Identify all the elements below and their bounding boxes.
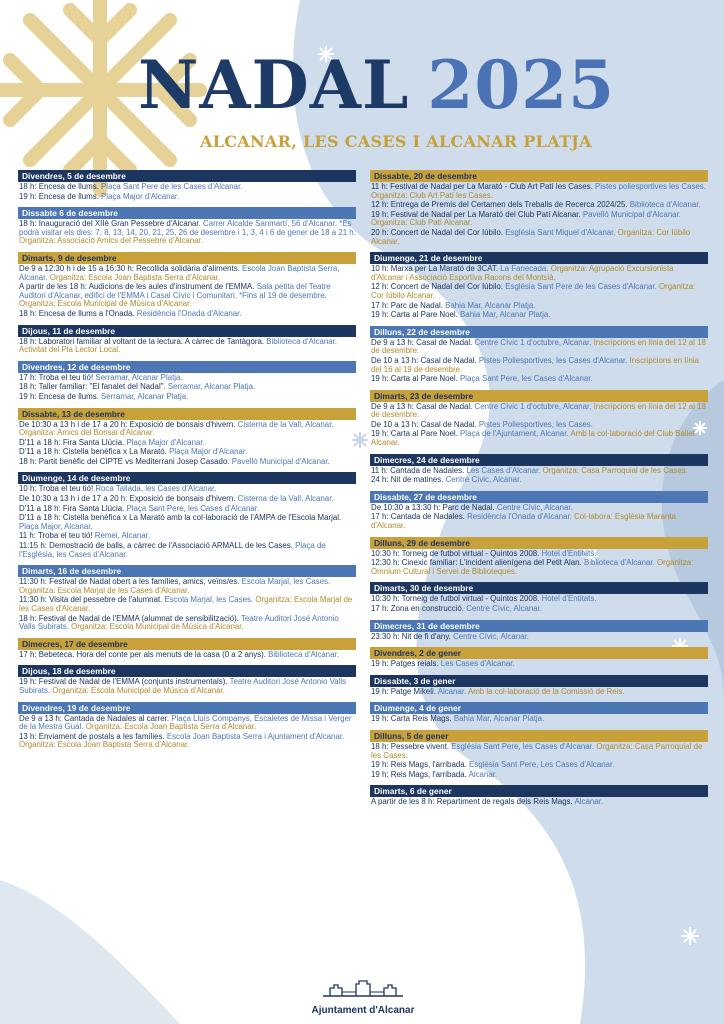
event-place: Serramar, Alcanar Platja. — [101, 391, 189, 401]
event-item — [19, 265, 356, 282]
event-organizer: Organitza: Escola Joan Baptista Serra d'Alcanar. — [85, 722, 257, 732]
event-place: Plaça Major d'Alcanar. — [126, 437, 205, 447]
event-title: 11:30 h: Visita del pessebre de l'alumnat. — [19, 595, 163, 605]
event-title: 17 h: Bebeteca. Hora del conte per als menuts de la casa (0 a 2 anys). — [19, 649, 266, 659]
day-header: Dimarts, 30 de desembre — [370, 582, 708, 594]
event-place: Pistes poliesportives les Cases. — [594, 182, 706, 191]
castle-icon — [318, 978, 408, 998]
event-item — [371, 513, 708, 530]
page-title — [138, 48, 615, 122]
event-item — [371, 761, 708, 770]
event-place: Biblioteca d'Alcanar. — [266, 336, 338, 346]
day-block — [370, 170, 708, 246]
day-block — [18, 565, 356, 632]
event-organizer: Inscripcions en línia del 12 al 18 de desembre. — [371, 401, 706, 420]
event-place: Residència l'Onada d'Alcanar. — [467, 512, 572, 522]
schedule-column-left — [18, 170, 356, 756]
event-title: 17 h: Cantada de Nadales. — [371, 512, 465, 522]
event-item — [19, 448, 356, 457]
day-block — [370, 785, 708, 807]
event-item — [371, 595, 708, 604]
event-place: La Fanecada. — [500, 264, 549, 274]
event-title: A partir de les 8 h: Repartiment de regals dels Reis Mags. — [371, 797, 573, 807]
event-place: Plaça de l'Església, les Cases d'Alcanar. — [19, 541, 326, 559]
event-title: D'11 a 18 h: Cistella benèfica x La Marató amb la col·laboració de l'AMPA de l'Escola Marjal. — [19, 513, 342, 523]
event-place: Hotel d'Entitats. — [541, 548, 597, 558]
event-title: 11:30 h: Festival de Nadal obert a les famílies, amics, veïns/es. — [19, 577, 240, 587]
event-organizer: Organitza: Amics del Bonsai d'Alcanar. — [19, 428, 155, 438]
schedule-column-right — [370, 170, 708, 813]
day-block — [370, 675, 708, 697]
event-item — [19, 393, 356, 402]
day-block — [370, 454, 708, 485]
event-place: Cisterna de la Vall, Alcanar. — [237, 494, 334, 504]
event-title: 18 h: Taller familiar: "El fanalet del Nadal". — [19, 382, 166, 392]
event-title: De 9 a 13 h: Casal de Nadal. — [371, 401, 473, 411]
event-place: Plaça Sant Pere de les Cases d'Alcanar. — [101, 182, 243, 191]
day-block — [370, 620, 708, 642]
event-item — [19, 421, 356, 438]
event-place: Biblioteca d'Alcanar. — [583, 558, 655, 568]
event-place: Alcanar. — [437, 686, 467, 696]
event-place: Escola Joan Baptista Serra, Alcanar. — [19, 263, 340, 282]
event-place: Roca Tallada, les Cases d'Alcanar. — [95, 484, 217, 494]
day-header: Dissabte 6 de desembre — [18, 207, 356, 219]
event-title: 10:30 h: Torneig de futbol virtual - Quintos 2008. — [371, 594, 540, 604]
day-block — [370, 491, 708, 531]
event-item — [371, 743, 708, 760]
event-place: Plaça Major d'Alcanar. — [101, 191, 180, 201]
event-organizer: Inscripcions en línia del 12 al 18 de desembre. — [371, 337, 706, 356]
event-place: Església Sant Miquel d'Alcanar. — [505, 227, 616, 237]
event-item — [19, 615, 356, 632]
event-place: Escola Marjal, les Cases. — [241, 577, 331, 587]
day-header: Divendres, 19 de desembre — [18, 702, 356, 714]
event-place: Alcanar. — [468, 769, 498, 779]
footer-organization: Ajuntament d'Alcanar — [311, 1005, 415, 1016]
event-item — [371, 229, 708, 246]
event-organizer: Organitza: Escola Municipal de Música d'Alcanar. — [71, 622, 244, 632]
event-organizer: Organitza: Associació Amics del Pessebre d'Alcanar. — [19, 236, 203, 246]
event-item — [371, 183, 708, 200]
event-title: 19 h: Carta Reis Mags. — [371, 714, 452, 724]
event-item — [371, 375, 708, 384]
event-title: 18 h: Partit benèfic del CIPTE vs Mediterrani Josep Casado. — [19, 456, 230, 466]
event-title: 10 h: Troba el teu tió! — [19, 484, 94, 494]
event-title: 19 h: Encesa de llums. — [19, 391, 99, 401]
event-organizer: Organitza: Club Patí Alcanar. — [371, 218, 473, 228]
event-item — [19, 596, 356, 613]
event-item — [19, 733, 356, 750]
event-place: Plaça Sant Pere, les Cases d'Alcanar. — [126, 503, 260, 513]
day-header: Dimecres, 31 de desembre — [370, 620, 708, 632]
day-header: Dimecres, 24 de desembre — [370, 454, 708, 466]
event-item — [371, 798, 708, 807]
day-header: Dijous, 11 de desembre — [18, 325, 356, 337]
event-item — [19, 310, 356, 319]
event-item — [371, 633, 708, 642]
event-item — [19, 283, 356, 309]
event-item — [19, 383, 356, 392]
event-title: De 10:30 a 13:30 h: Parc de Nadal. — [371, 502, 495, 512]
day-block — [18, 207, 356, 246]
event-place: Plaça Lluís Companys, Escaletes de Missa i Verger de la Mestra Gual. — [19, 713, 352, 732]
day-header: Dilluns, 22 de desembre — [370, 326, 708, 338]
event-title: 11 h: Festival de Nadal per La Marató - Club Art Patí les Cases. — [371, 182, 593, 191]
event-item — [19, 220, 356, 246]
event-organizer: Organitza: Òmnium Cultural i Servei de Biblioteques. — [371, 558, 694, 576]
event-title: 10 h: Marxa per La Marató de 3CAT. — [371, 264, 499, 274]
page-subtitle: ALCANAR, LES CASES I ALCANAR PLATJA — [200, 132, 592, 151]
event-item — [371, 559, 708, 576]
event-place: Teatre Auditori José Antonio Valls Subirats. — [19, 677, 347, 695]
event-title: 18 h: Inauguració del XIIè Gran Pessebre d'Alcanar. — [19, 219, 201, 229]
event-item — [371, 421, 708, 430]
day-block — [370, 390, 708, 448]
day-header: Dilluns, 5 de gener — [370, 730, 708, 742]
event-title: D'11 a 18 h: Cistella benèfica x La Marató. — [19, 447, 167, 457]
event-place: Bahia Mar, Alcanar Platja. — [453, 714, 545, 724]
event-title: 18 h: Encesa de llums a l'Onada. — [19, 308, 135, 318]
event-item — [19, 678, 356, 695]
event-title: D'11 a 18 h: Fira Santa Llúcia. — [19, 437, 125, 447]
day-header: Dimarts, 23 de desembre — [370, 390, 708, 402]
event-title: 19 h: Festival de Nadal de l'EMMA (conjunts instrumentals). — [19, 677, 228, 687]
event-title: 10:30 h: Torneig de futbol virtual - Quintos 2008. — [371, 548, 540, 558]
event-item — [371, 283, 708, 300]
event-organizer: Organitza: Cor Iúbilo Alcanar. — [371, 282, 696, 300]
day-block — [370, 702, 708, 724]
event-title: 11:15 h: Demostració de balls, a càrrec de l'Associació ARMALL de les Cases. — [19, 541, 293, 551]
day-block — [18, 408, 356, 467]
event-title: 11 h: Cantada de Nadales. — [371, 465, 465, 475]
event-item — [371, 715, 708, 724]
day-block — [18, 361, 356, 402]
event-place: Església Sant Pere de les Cases d'Alcanar. — [505, 282, 657, 292]
event-place: Bahia Mar, Alcanar Platja. — [445, 300, 536, 310]
day-header: Dimarts, 6 de gener — [370, 785, 708, 797]
day-header: Dimecres, 17 de desembre — [18, 638, 356, 650]
event-place: Centre Cívic, Alcanar. — [453, 631, 529, 641]
event-organizer: Amb la col·laboració del Club Ballet Alcanar. — [371, 429, 695, 448]
event-place: Escola Marjal, les Cases. — [164, 595, 254, 605]
day-block — [370, 582, 708, 613]
day-header: Diumenge, 14 de desembre — [18, 472, 356, 484]
day-header: Diumenge, 4 de gener — [370, 702, 708, 714]
event-item — [371, 504, 708, 513]
event-item — [371, 660, 708, 669]
event-place: Plaça Sant Pere, les Cases d'Alcanar. — [460, 374, 593, 384]
day-header: Dissabte, 3 de gener — [370, 675, 708, 687]
event-item — [19, 338, 356, 355]
title-year: 2025 — [427, 46, 616, 124]
day-header: Dissabte, 20 de desembre — [370, 170, 708, 182]
day-block — [18, 702, 356, 750]
event-organizer: Amb la col·laboració de la Comissió de Reis. — [467, 686, 625, 696]
event-item — [371, 201, 708, 210]
day-block — [370, 326, 708, 384]
day-header: Diumenge, 21 de desembre — [370, 252, 708, 264]
event-item — [371, 211, 708, 228]
event-place: Residència l'Onada d'Alcanar. — [136, 308, 242, 318]
event-item — [371, 467, 708, 476]
event-title: 12 h: Entrega de Premis del Certamen dels Treballs de Recerca 2024/25. — [371, 200, 628, 210]
day-header: Divendres, 12 de desembre — [18, 361, 356, 373]
day-block — [18, 638, 356, 660]
event-title: 24 h: Nit de matines. — [371, 475, 444, 485]
event-organizer: Organitza: Cor Iúbilo Alcanar. — [371, 227, 691, 246]
day-block — [370, 647, 708, 669]
event-title: De 9 a 13 h: Casal de Nadal. — [371, 337, 473, 347]
event-organizer: Organitza: Club Art Patí les Cases. — [371, 190, 493, 200]
event-place: Pistes Poliesportives, les Cases. — [478, 419, 593, 429]
event-title: 19 h: Encesa de llums. — [19, 191, 99, 201]
event-item — [19, 578, 356, 595]
day-block — [18, 665, 356, 695]
event-place: Centre Cívic 1 d'octubre, Alcanar. — [474, 337, 592, 347]
event-organizer: Organitza: Agrupació Excursionista d'Alcanar i Associació Esportiva Racons del Montsià. — [371, 264, 674, 282]
event-item — [371, 265, 708, 282]
event-item — [19, 715, 356, 732]
event-place: Centre Cívic, Alcanar. — [466, 604, 543, 613]
day-header: Dissabte, 27 de desembre — [370, 491, 708, 503]
event-place: Serramar, Alcanar Platja. — [167, 382, 256, 392]
event-item — [19, 458, 356, 467]
day-block — [18, 252, 356, 319]
event-place: Sala petita del Teatre Auditori d'Alcanar, edifici de l'EMMA i Casal Cívic i Comunitari. *Fins al 19 de desembre. — [19, 282, 331, 300]
day-block — [370, 730, 708, 779]
event-place: Biblioteca d'Alcanar. — [268, 649, 339, 659]
event-place: Pistes Poliesportives, les Cases d'Alcanar. — [478, 355, 628, 365]
event-title: 19 h: Patges reials. — [371, 659, 439, 669]
event-place: Les Cases d'Alcanar. — [440, 659, 515, 669]
event-item — [371, 688, 708, 697]
day-header: Dimarts, 9 de desembre — [18, 252, 356, 264]
event-title: 19 h: Reis Mags, l'arribada. — [371, 760, 467, 770]
day-header: Dijous, 18 de desembre — [18, 665, 356, 677]
event-item — [371, 403, 708, 420]
event-place: Església Sant Pere, les Cases d'Alcanar. — [451, 741, 595, 751]
event-title: 11 h: Troba el teu tió! — [19, 531, 93, 541]
event-item — [371, 476, 708, 485]
event-item — [19, 514, 356, 531]
event-place: Hotel d'Entitats. — [541, 594, 597, 604]
event-place: Plaça de l'Ajuntament, Alcanar. — [460, 429, 569, 439]
event-title: 18 h: Pessebre vivent. — [371, 741, 450, 751]
day-header: Divendres, 2 de gener — [370, 647, 708, 659]
event-place: Alcanar. — [574, 797, 604, 807]
event-place: Pavelló Municipal d'Alcanar. — [582, 209, 681, 219]
event-title: 20 h: Concert de Nadal del Cor Iúbilo. — [371, 227, 504, 237]
event-title: 12 h: Concert de Nadal del Cor Iúbilo. — [371, 282, 504, 292]
event-item — [371, 357, 708, 374]
event-organizer: Activitat del Pla Lector Local. — [19, 345, 121, 355]
day-block — [18, 170, 356, 201]
event-place: Les Cases d'Alcanar. — [466, 465, 541, 475]
event-organizer: Organitza: Escola Municipal de Música d'Alcanar. — [52, 685, 225, 695]
event-title: De 10:30 a 13 h i de 17 a 20 h: Exposició de bonsais d'hivern. — [19, 419, 236, 429]
event-place: Església Sant Pere, Les Cases d'Alcanar. — [469, 760, 615, 770]
event-item — [371, 430, 708, 447]
event-place: Bahia Mar, Alcanar Platja. — [460, 310, 551, 320]
event-title: 19 h: Reis Mags, l'arribada. — [371, 769, 467, 779]
event-title: 19 h: Carta al Pare Noel. — [371, 374, 458, 384]
event-title: 12:30 h: Cinexic familiar: L'incident alienígena del Petit Alan. — [371, 558, 582, 568]
event-item — [19, 193, 356, 202]
event-item — [371, 311, 708, 320]
event-place: Biblioteca d'Alcanar. — [629, 200, 701, 210]
event-title: D'11 a 18 h: Fira Santa Llúcia. — [19, 503, 125, 513]
day-block — [18, 325, 356, 355]
event-organizer: Organitza: Escola Municipal de Música d'Alcanar. — [19, 299, 192, 309]
event-place: Centre Cívic, Alcanar. — [496, 502, 573, 512]
event-item — [19, 183, 356, 192]
event-organizer: Organitza: Escola Marjal de les Cases d'Alcanar. — [19, 585, 190, 595]
event-item — [19, 532, 356, 541]
event-place: Plaça Major, Alcanar. — [19, 521, 93, 531]
title-word: NADAL — [138, 46, 410, 124]
event-item — [371, 550, 708, 559]
event-place: Remei, Alcanar. — [94, 531, 151, 541]
day-header: Dilluns, 29 de desembre — [370, 537, 708, 549]
event-title: 18 h: Encesa de llums. — [19, 182, 99, 191]
day-block — [370, 252, 708, 320]
event-title: 13 h: Enviament de postals a les famílies. — [19, 731, 165, 741]
event-title: 19 h: Patge Mikeli. — [371, 686, 436, 696]
event-place: Cisterna de la Vall, Alcanar. — [237, 419, 334, 429]
event-item — [371, 605, 708, 614]
event-organizer: Organitza: Escola Joan Baptista Serra d'Alcanar. — [19, 740, 190, 750]
event-place: Escola Joan Baptista Serra i Ajuntament d'Alcanar. — [166, 731, 345, 741]
event-title: 18 h: Festival de Nadal de l'EMMA (alumnat de sensibilització). — [19, 613, 239, 623]
event-item — [19, 542, 356, 559]
event-title: 23:30 h: Nit de fi d'any. — [371, 631, 451, 641]
event-title: De 10:30 a 13 h i de 17 a 20 h: Exposició de bonsais d'hivern. — [19, 494, 236, 504]
event-title: De 9 a 12:30 h i de 15 a 16:30 h: Recollida solidària d'aliments. — [19, 263, 240, 273]
event-item — [19, 505, 356, 514]
event-item — [19, 374, 356, 383]
event-place: Centre Cívic 1 d'octubre, Alcanar. — [474, 401, 592, 411]
day-header: Dissabte, 13 de desembre — [18, 408, 356, 420]
day-block — [370, 537, 708, 577]
event-item — [19, 651, 356, 660]
event-item — [371, 302, 708, 311]
event-organizer: Organitza: Escola Joan Baptista Serra d'Alcanar. — [49, 272, 221, 282]
event-title: 17 h: Parc de Nadal. — [371, 300, 443, 310]
event-place: Teatre Auditori José Antonio Valls Subirats. — [19, 613, 339, 632]
event-title: 18 h: Laboratori familiar al voltant de la lectura. A càrrec de Tantàgora. — [19, 336, 265, 346]
event-title: 17 h: Troba el teu tió! — [19, 372, 94, 382]
event-title: A partir de les 18 h: Audicions de les aules d'instrument de l'EMMA. — [19, 282, 255, 292]
event-item — [371, 771, 708, 780]
event-organizer: Col·labora: Església Maranta d'Alcanar. — [371, 512, 676, 531]
event-title: 19 h: Carta al Pare Noel. — [371, 310, 458, 320]
event-title: 19 h: Carta al Pare Noel. — [371, 429, 458, 439]
event-place: Pavelló Municipal d'Alcanar. — [231, 456, 330, 466]
event-title: 17 h: Zona en construcció. — [371, 604, 464, 613]
event-organizer: Organitza: Casa Parroquial de les Cases. — [542, 465, 688, 475]
event-place: Carrer Alcalde Sanmartí, 56 d'Alcanar. *Es podrà visitar els dies: 7, 8, 13, 14, 20, 21, 25, 26 de desembre i 1, 3, 4 i 6 de gener de 18 a 21 h. — [19, 219, 356, 237]
event-place: Serramar, Alcanar Platja. — [95, 372, 183, 382]
event-title: De 10 a 13 h: Casal de Nadal. — [371, 419, 477, 429]
day-block — [18, 472, 356, 559]
event-title: De 10 a 13 h: Casal de Nadal. — [371, 355, 477, 365]
event-item — [19, 485, 356, 494]
event-title: 19 h: Festival de Nadal per La Marató del Club Patí Alcanar. — [371, 209, 581, 219]
event-place: Centre Cívic, Alcanar. — [445, 475, 522, 485]
event-title: De 9 a 13 h: Cantada de Nadales al carrer. — [19, 713, 170, 723]
event-organizer: Inscripcions en línia del 16 al 19 de desembre. — [371, 355, 699, 374]
event-item — [371, 339, 708, 356]
footer — [298, 978, 428, 1016]
event-item — [19, 439, 356, 448]
event-organizer: Organitza: Escola Marjal de les Cases d'Alcanar. — [19, 595, 353, 613]
day-header: Dimarts, 16 de desembre — [18, 565, 356, 577]
event-item — [19, 495, 356, 504]
event-organizer: Organitza: Casa Parroquial de les Cases. — [371, 741, 703, 760]
event-place: Plaça Major d'Alcanar. — [169, 447, 248, 457]
day-header: Divendres, 5 de desembre — [18, 170, 356, 182]
